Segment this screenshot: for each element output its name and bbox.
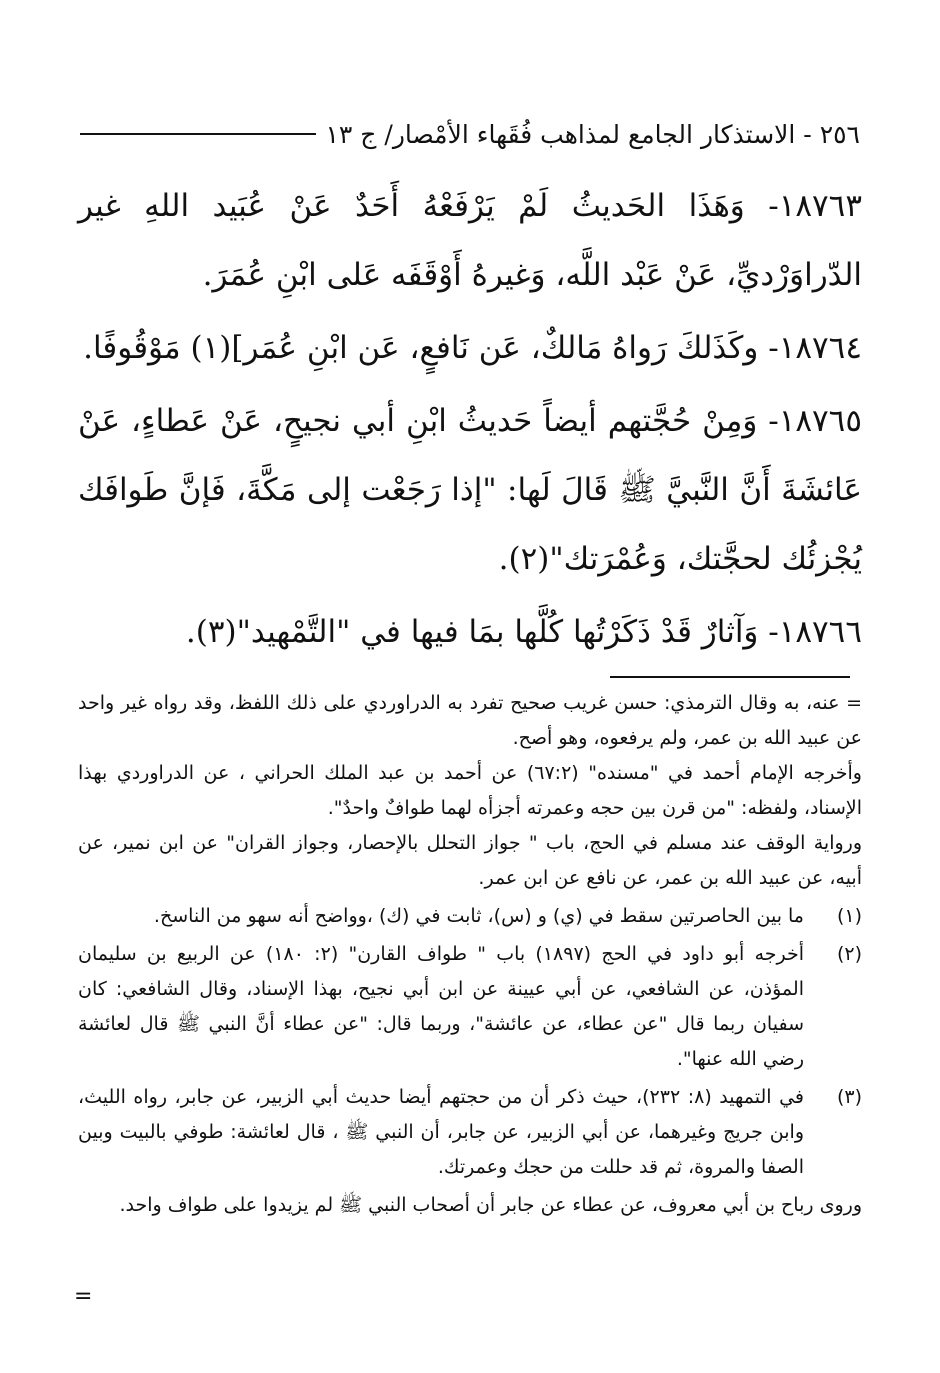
- header-title: ٢٥٦ - الاستذكار الجامع لمذاهب فُقَهاء الأمْصار/ ج ١٣: [325, 119, 860, 149]
- footnote-continuation-3: ورواية الوقف عند مسلم في الحج، باب " جواز التحلل بالإحصار، وجواز القران" عن ابن نمير، عن أبيه، عن عبيد الله بن عمر، عن نافع عن ابن عمر.: [78, 832, 862, 889]
- running-header: [80, 112, 860, 156]
- main-text: [78, 172, 862, 667]
- continuation-mark: =: [74, 1284, 93, 1309]
- footnotes: [78, 686, 862, 1223]
- footnote-1: [78, 899, 862, 934]
- footnote-continuation-1: = عنه، به وقال الترمذي: حسن غريب صحيح تفرد به الدراوردي على ذلك اللفظ، وقد رواه غير واحد عن عبيد الله بن عمر، ولم يرفعوه، وهو أصح.: [78, 692, 862, 749]
- paragraph-18765: ١٨٧٦٥- وَمِنْ حُجَّتهم أيضاً حَديثُ ابْنِ أبي نجيحٍ، عَنْ عَطاءٍ، عَنْ عَائشَةَ أَنَّ النَّبيَّ ﷺ قَالَ لَها: "إذا رَجَعْت إلى مَكَّةَ، فَإنَّ طَوافَك يُجْزئُك لحجَّتك، وَعُمْرَتك"(٢).: [78, 403, 863, 577]
- paragraph-18763: ١٨٧٦٣- وَهَذَا الحَديثُ لَمْ يَرْفَعْهُ أَحَدٌ عَنْ عُبَيد اللهِ غير الدّراوَرْديِّ، عَنْ عَبْد اللَّه، وَغيرهُ أَوْقَفَه عَلى ابْنِ عُمَرَ.: [78, 188, 862, 293]
- footnote-3: [78, 1080, 862, 1185]
- header-rule: [80, 133, 316, 135]
- footnote-separator: [610, 676, 850, 678]
- paragraph-18764: ١٨٧٦٤- وكَذَلكَ رَواهُ مَالكٌ، عَن نَافعٍ، عَن ابْنِ عُمَر](١) مَوْقُوفًا.: [83, 330, 862, 366]
- footnote-2: [78, 937, 862, 1077]
- paragraph-18766: ١٨٧٦٦- وَآثارٌ قَدْ ذَكَرْتُها كُلَّها بمَا فيها في "التَّمْهيد"(٣).: [185, 614, 862, 650]
- footnote-number: (٣): [836, 1086, 862, 1108]
- footnote-continuation-2: وأخرجه الإمام أحمد في "مسنده" (٦٧:٢) عن أحمد بن عبد الملك الحراني ، عن الدراوردي بهذا الإسناد، ولفظه: "من قرن بين حجه وعمرته أجزأه لهما طوافٌ واحدٌ".: [78, 762, 862, 819]
- footnote-number: (١): [836, 905, 862, 927]
- footnote-text: في التمهيد (٨: ٢٣٢)، حيث ذكر أن من حجتهم أيضا حديث أبي الزبير، عن جابر، رواه الليث، وابن جريج وغيرهما، عن أبي الزبير، عن جابر، أن النبي ﷺ ، قال لعائشة: طوفي بالبيت وبين الصفا والمروة، ثم قد حللت من حجك وعمرتك.: [78, 1086, 804, 1178]
- footnote-number: (٢): [836, 943, 862, 965]
- footnote-text: أخرجه أبو داود في الحج (١٨٩٧) باب " طواف القارن" (٢: ١٨٠) عن الربيع بن سليمان المؤذن، عن الشافعي، عن أبي عيينة عن ابن أبي نجيح، بهذا الإسناد، وقال الشافعي: كان سفيان ربما قال "عن عطاء، عن عائشة"، وربما قال: "عن عطاء أنَّ النبي ﷺ قال لعائشة رضي الله عنها".: [78, 943, 805, 1070]
- footnote-tail: وروى رباح بن أبي معروف، عن عطاء عن جابر أن أصحاب النبي ﷺ لم يزيدوا على طواف واحد.: [119, 1194, 862, 1216]
- footnote-text: ما بين الحاصرتين سقط في (ي) و (س)، ثابت في (ك) ،وواضح أنه سهو من الناسخ.: [153, 905, 804, 927]
